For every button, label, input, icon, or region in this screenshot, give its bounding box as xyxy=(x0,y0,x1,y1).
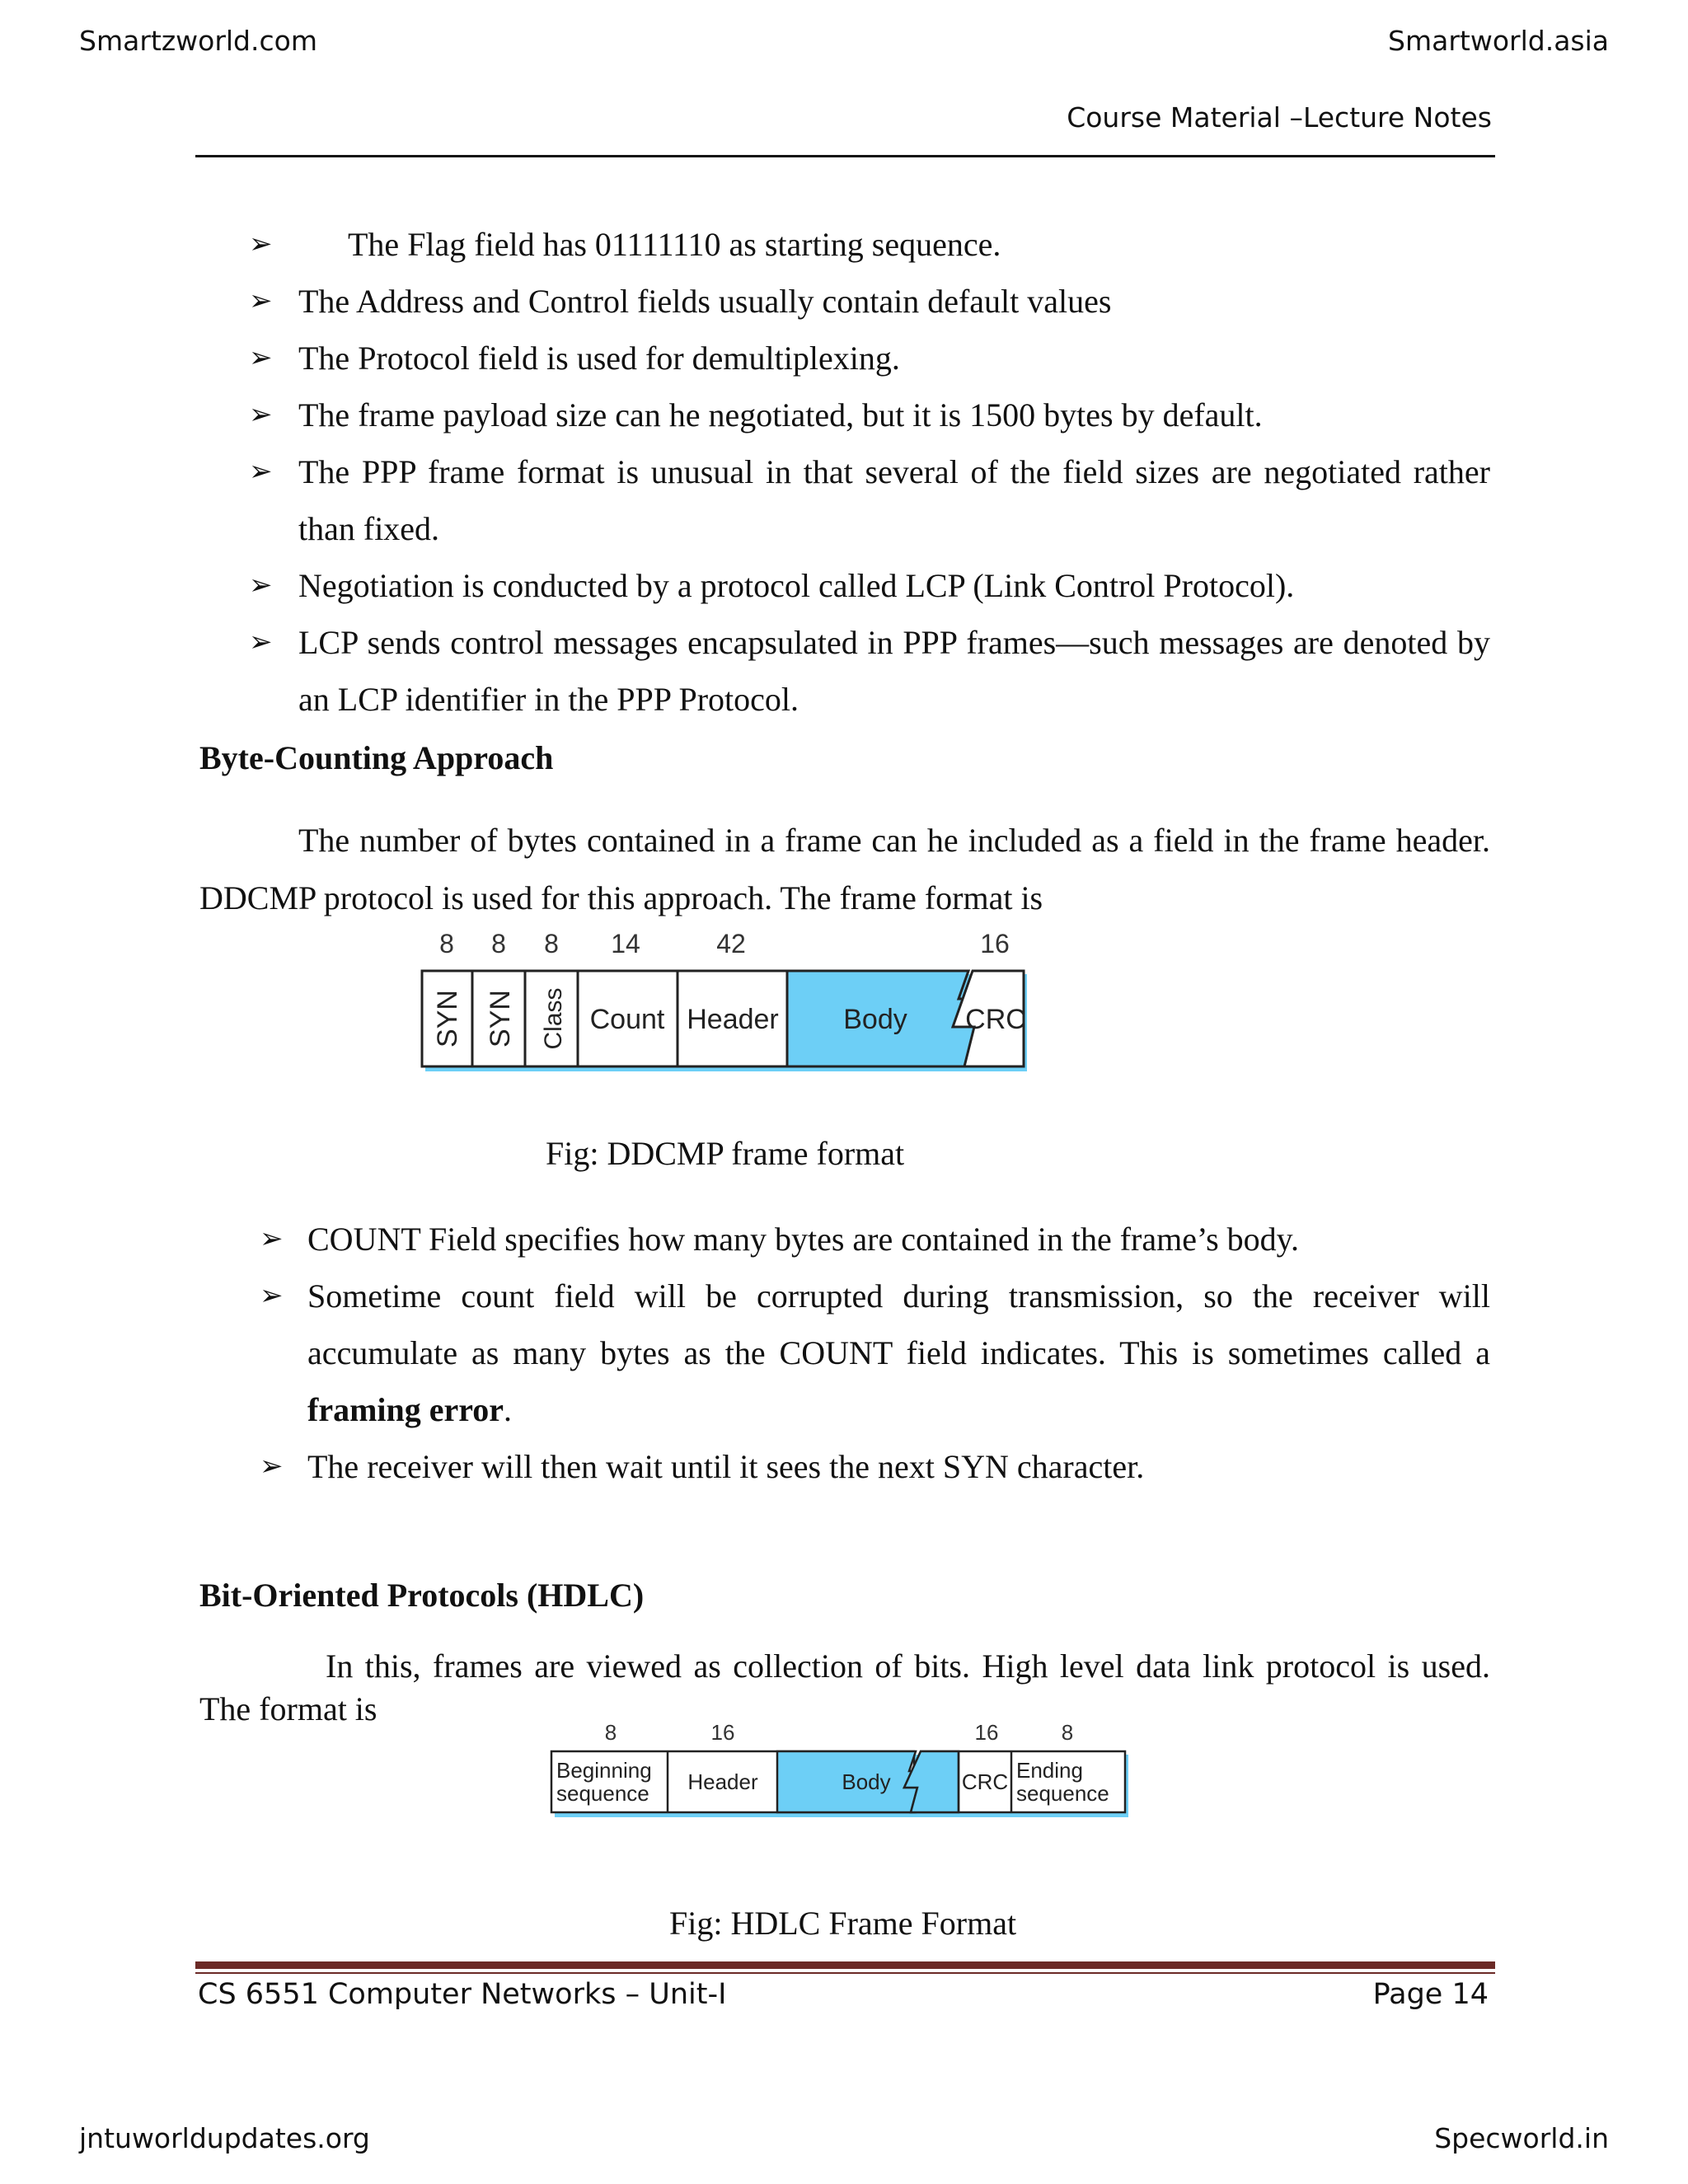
field-label: Ending xyxy=(1016,1758,1083,1783)
field-label: sequence xyxy=(556,1781,649,1806)
list-item-text: COUNT Field specifies how many bytes are contained in the frame’s body. xyxy=(307,1221,1300,1258)
field-label: Class xyxy=(540,987,567,1050)
list-item xyxy=(249,387,1493,443)
page-header-title: Course Material –Lecture Notes xyxy=(1067,101,1492,134)
list-item xyxy=(260,1438,1493,1495)
watermark-top-right: Smartworld.asia xyxy=(1388,25,1609,57)
list-item xyxy=(260,1268,1493,1438)
arrowhead-bullet-icon: ➢ xyxy=(249,398,273,431)
field-label: Body xyxy=(842,1769,891,1794)
list-item xyxy=(260,1211,1493,1268)
list-item-text-line: LCP sends control messages encapsulated in PPP frames—such messages are denoted by xyxy=(298,624,1490,661)
field-size-label: 8 xyxy=(439,929,454,958)
list-item-text-punct: . xyxy=(504,1391,513,1428)
field-size-label: 16 xyxy=(980,929,1010,958)
field-size-label: 16 xyxy=(974,1720,999,1745)
list-item xyxy=(249,614,1493,728)
list-item-text: The Protocol field is used for demultiplexing. xyxy=(298,340,900,377)
section-heading: Byte-Counting Approach xyxy=(199,739,554,776)
arrowhead-bullet-icon: ➢ xyxy=(249,341,273,374)
figure-caption: Fig: DDCMP frame format xyxy=(546,1135,905,1172)
field-size-label: 8 xyxy=(1061,1720,1074,1745)
field-label: Beginning xyxy=(556,1758,652,1783)
watermark-top-left: Smartzworld.com xyxy=(79,25,317,57)
arrowhead-bullet-icon: ➢ xyxy=(260,1450,284,1483)
field-label: CRC xyxy=(961,1769,1009,1794)
field-size-label: 8 xyxy=(544,929,559,958)
arrowhead-bullet-icon: ➢ xyxy=(249,284,273,317)
field-size-label: 8 xyxy=(491,929,506,958)
paragraph-line: The format is xyxy=(199,1690,377,1727)
field-size-label: 8 xyxy=(604,1720,617,1745)
section-heading: Bit-Oriented Protocols (HDLC) xyxy=(199,1577,645,1614)
figure-caption: Fig: HDLC Frame Format xyxy=(669,1905,1017,1942)
field-label: Count xyxy=(589,1004,665,1035)
arrowhead-bullet-icon: ➢ xyxy=(249,455,273,488)
field-label: sequence xyxy=(1016,1781,1109,1806)
arrowhead-bullet-icon: ➢ xyxy=(249,626,273,658)
paragraph-line: The number of bytes contained in a frame can he included as a field in the frame header. xyxy=(298,822,1490,859)
header-rule xyxy=(195,155,1495,157)
arrowhead-bullet-icon: ➢ xyxy=(260,1279,284,1312)
list-item-text-line: The PPP frame format is unusual in that several of the field sizes are negotiated rather xyxy=(298,453,1490,490)
list-item-text: Negotiation is conducted by a protocol called LCP (Link Control Protocol). xyxy=(298,567,1295,604)
footer-page-number: Page 14 xyxy=(1372,1978,1489,2011)
field-size-label: 42 xyxy=(716,929,746,958)
watermark-bottom-left: jntuworldupdates.org xyxy=(79,2122,370,2154)
list-item xyxy=(249,330,1493,387)
paragraph-line: In this, frames are viewed as collection of bits. High level data link protocol is used. xyxy=(326,1647,1490,1685)
list-item xyxy=(249,216,1493,273)
footer-course: CS 6551 Computer Networks – Unit-I xyxy=(198,1978,727,2011)
list-item-text-line: than fixed. xyxy=(298,510,440,547)
list-item-text-line xyxy=(307,1381,512,1438)
field-label: Header xyxy=(687,1769,758,1794)
field-label: Header xyxy=(687,1004,779,1035)
list-item-text-line: Sometime count field will be corrupted during transmission, so the receiver will xyxy=(307,1277,1490,1315)
list-item xyxy=(249,443,1493,557)
hdlc-frame-diagram xyxy=(548,1718,1133,1821)
framing-error-term: framing error xyxy=(307,1391,504,1428)
footer-rule-thick xyxy=(195,1961,1495,1969)
watermark-bottom-right: Specworld.in xyxy=(1434,2122,1609,2154)
list-item xyxy=(249,557,1493,614)
arrowhead-bullet-icon: ➢ xyxy=(249,227,273,260)
list-item-text: The frame payload size can he negotiated, but it is 1500 bytes by default. xyxy=(298,396,1263,434)
list-item-text: The Address and Control fields usually contain default values xyxy=(298,283,1112,320)
arrowhead-bullet-icon: ➢ xyxy=(249,569,273,602)
ddcmp-frame-diagram xyxy=(412,921,1039,1078)
field-label: Body xyxy=(843,1004,907,1035)
arrowhead-bullet-icon: ➢ xyxy=(260,1222,284,1255)
field-label: SYN xyxy=(432,990,463,1047)
list-item xyxy=(249,273,1493,330)
paragraph-line: DDCMP protocol is used for this approach. The frame format is xyxy=(199,879,1043,916)
field-size-label: 16 xyxy=(710,1720,735,1745)
list-item-text: The Flag field has 01111110 as starting sequence. xyxy=(348,226,1001,263)
list-item-text-line: accumulate as many bytes as the COUNT field indicates. This is sometimes called a xyxy=(307,1334,1490,1371)
field-label: CRC xyxy=(965,1004,1026,1035)
list-item-text-line: an LCP identifier in the PPP Protocol. xyxy=(298,681,799,718)
list-item-text: The receiver will then wait until it sees the next SYN character. xyxy=(307,1448,1145,1485)
field-label: SYN xyxy=(485,990,516,1047)
field-size-label: 14 xyxy=(611,929,640,958)
footer-rule-thin xyxy=(195,1972,1495,1974)
